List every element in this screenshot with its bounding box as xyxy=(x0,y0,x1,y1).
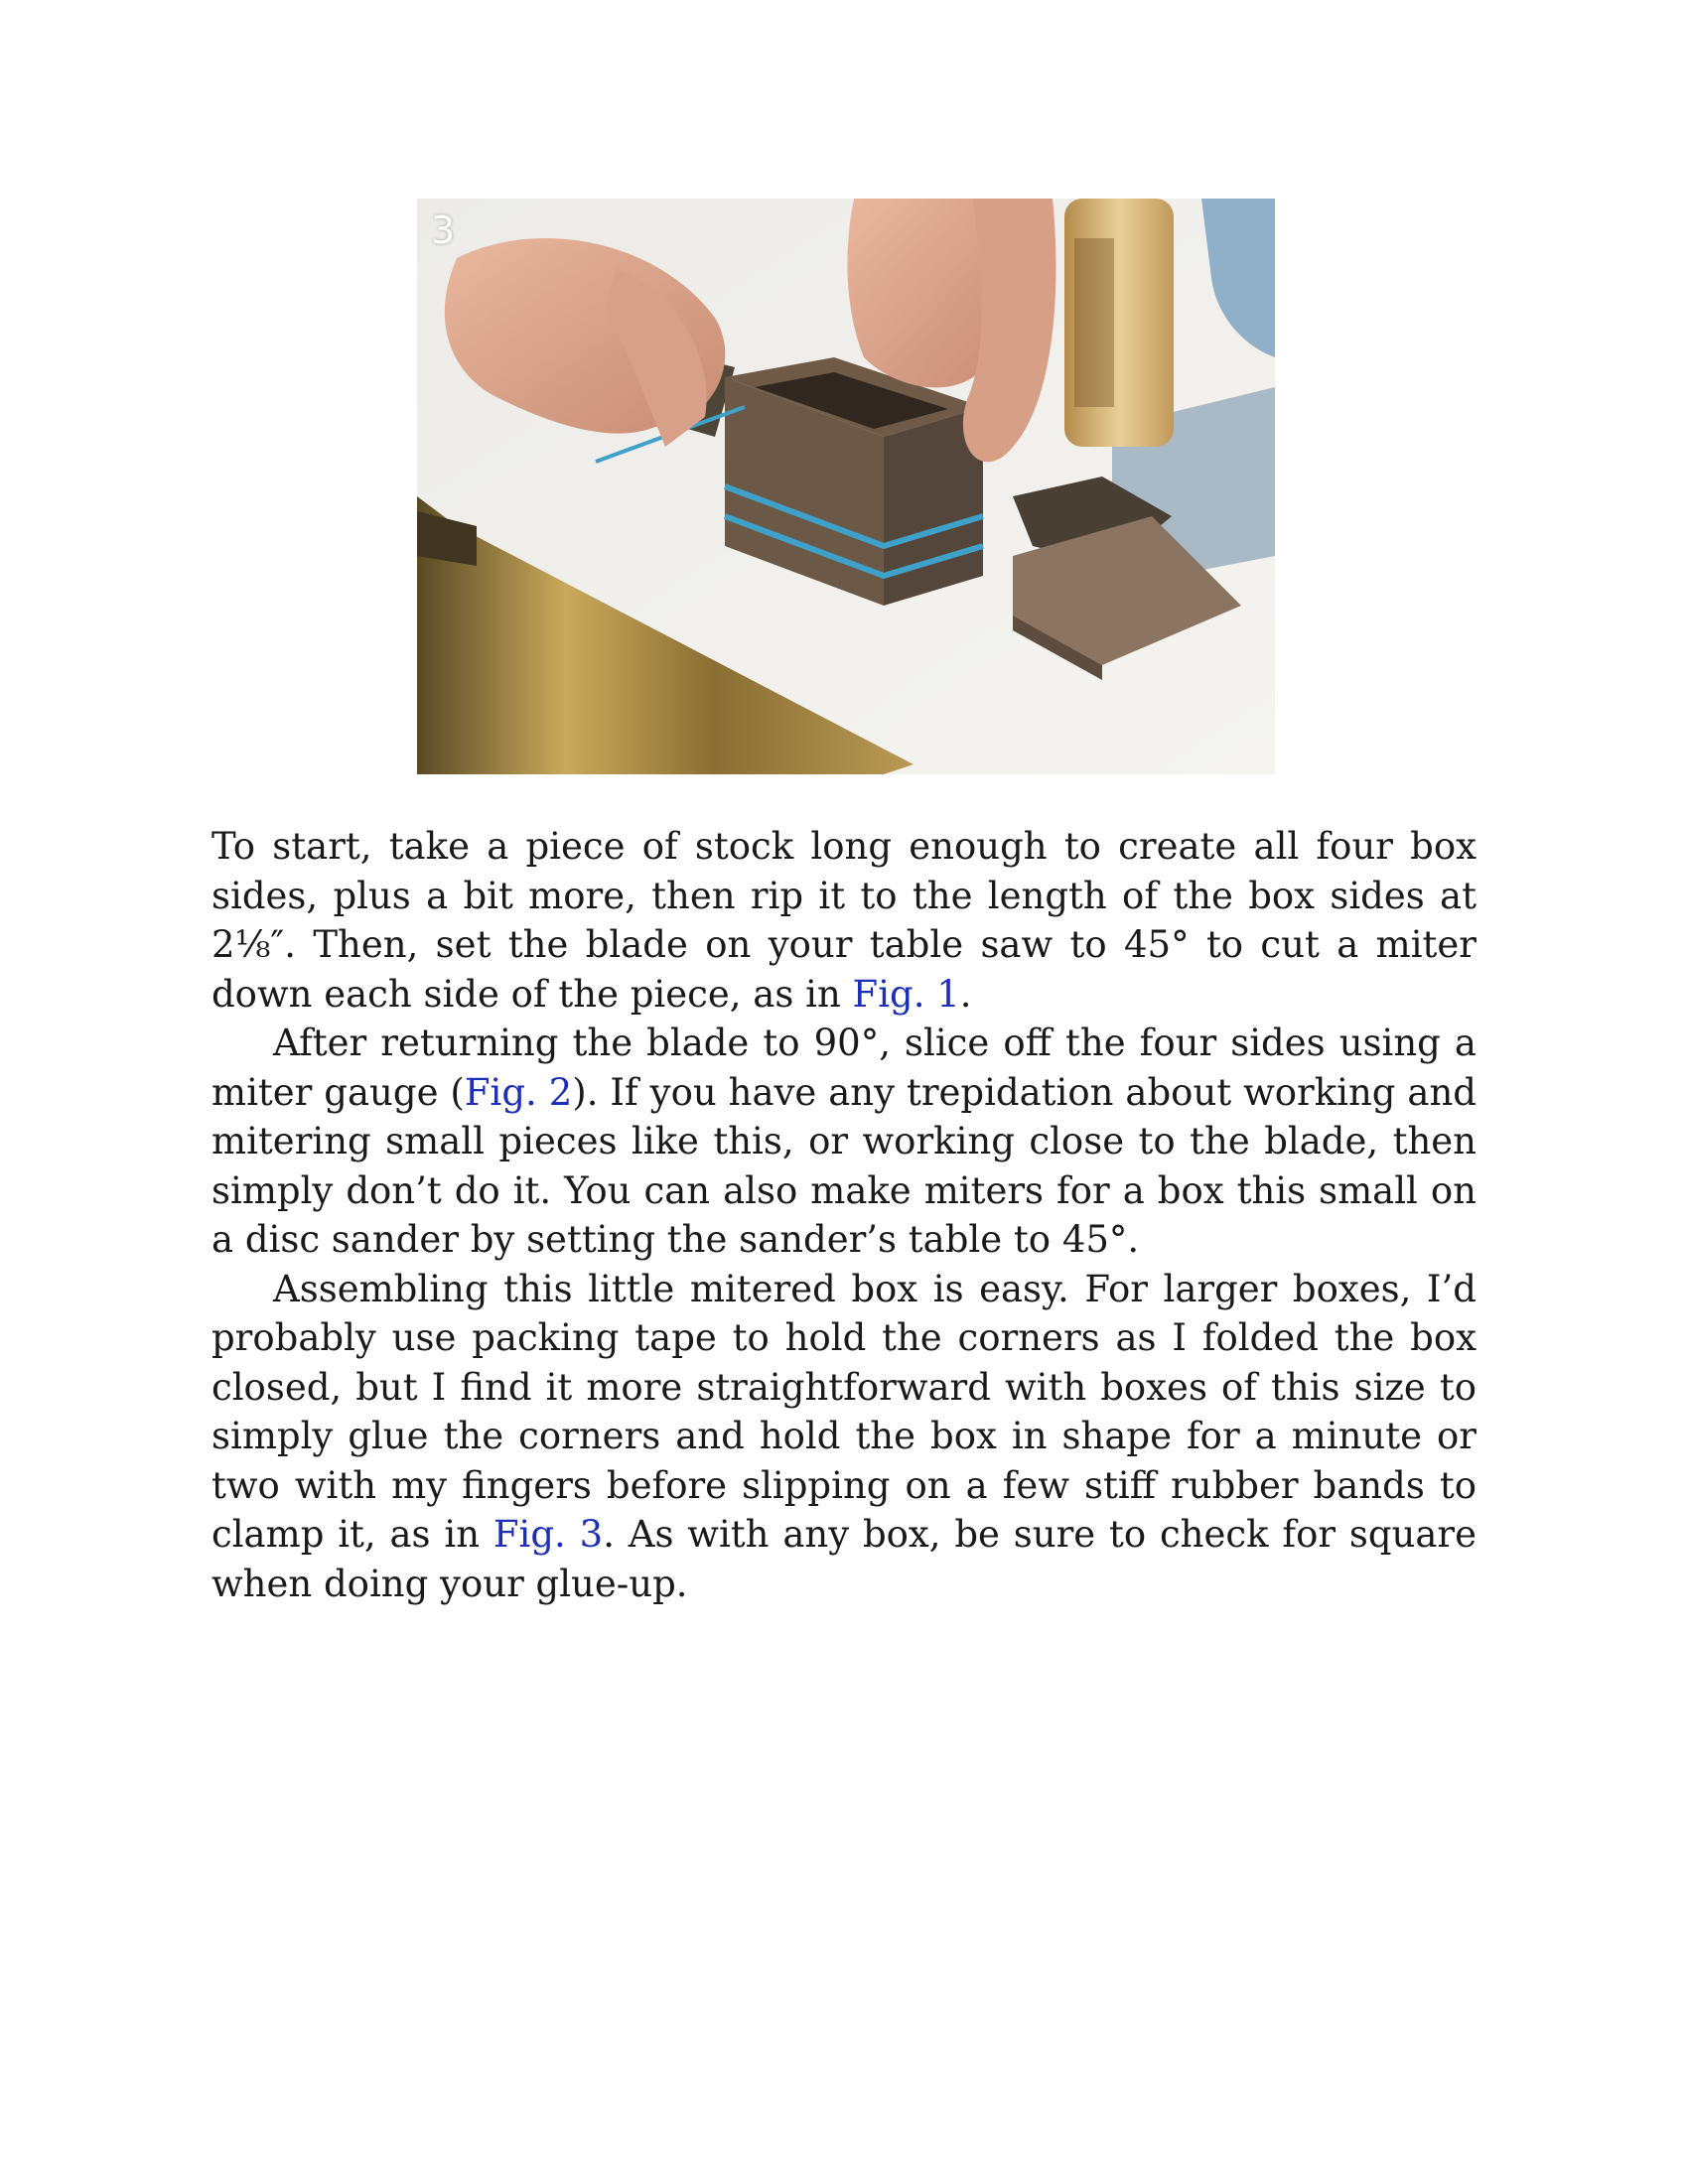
paragraph-1-text-a: To start, take a piece of stock long enough to create all four box sides, plus a bit more, then rip it to the length of the box sides at 2⅛″. Then, set the blade on your table saw to 45° to cut a miter down each side of the piece, as in xyxy=(211,825,1477,1016)
figure-photo xyxy=(417,199,1275,774)
body-text xyxy=(211,822,1477,1608)
paragraph-1-text-b: . xyxy=(959,972,972,1016)
paragraph-2 xyxy=(211,1019,1477,1265)
paragraph-3 xyxy=(211,1265,1477,1609)
fig-1-link[interactable]: Fig. 1 xyxy=(852,972,960,1016)
figure-number-label: 3 xyxy=(431,208,456,252)
paragraph-2-text-b: ). If you have any trepidation about working and mitering small pieces like this, or working close to the blade, then simply don’t do it. You can also make miters for a box this small on a disc sander by setting the sander’s table to 45°. xyxy=(211,1070,1477,1261)
paragraph-3-text-a: Assembling this little mitered box is easy. For larger boxes, I’d probably use packing tape to hold the corners as I folded the box closed, but I find it more straightforward with boxes of this size to simply glue the corners and hold the box in shape for a minute or two with my fingers before slipping on a few stiff rubber bands to clamp it, as in xyxy=(211,1267,1477,1556)
paragraph-2-text-a: After returning the blade to 90°, slice off the four sides using a miter gauge ( xyxy=(211,1022,1477,1114)
paragraph-3-text-b: . As with any box, be sure to check for square when doing your glue-up. xyxy=(211,1513,1477,1605)
fig-2-link[interactable]: Fig. 2 xyxy=(464,1070,573,1114)
paragraph-1 xyxy=(211,822,1477,1019)
fig-3-link[interactable]: Fig. 3 xyxy=(492,1513,604,1556)
photo-illustration xyxy=(417,199,1275,774)
